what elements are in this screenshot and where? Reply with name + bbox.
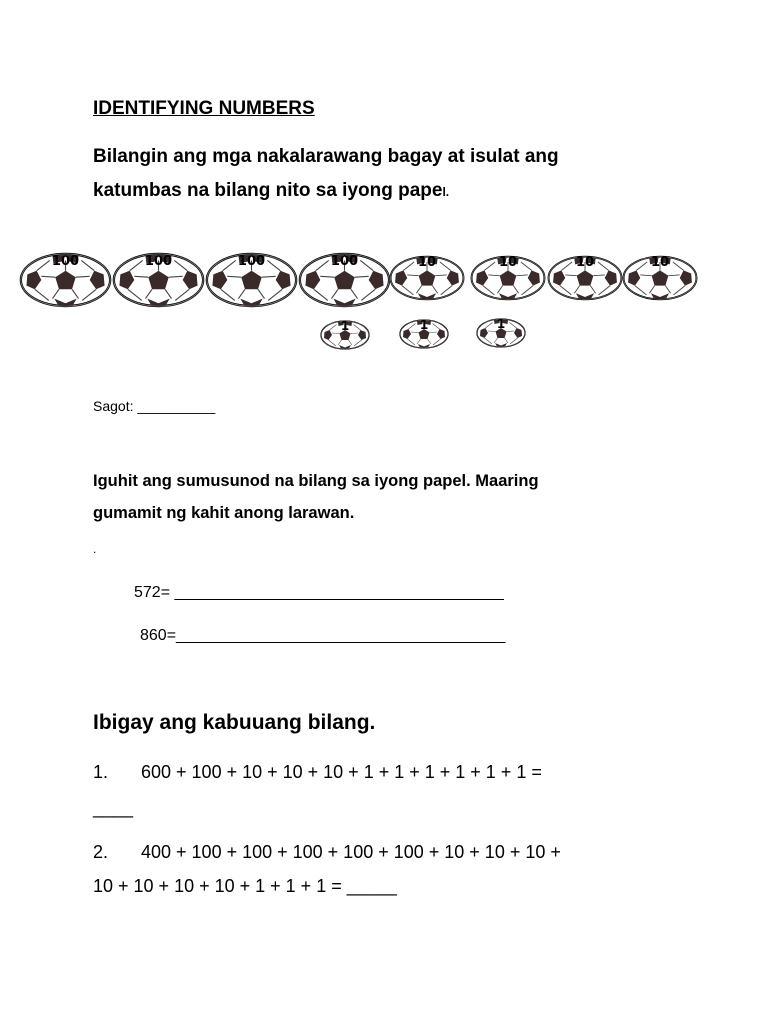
soccer-ball-1 xyxy=(399,317,449,351)
soccer-ball-10 xyxy=(470,252,546,304)
stray-dot: . xyxy=(93,542,97,556)
question-1-expression: 600 + 100 + 10 + 10 + 10 + 1 + 1 + 1 + 1 + 1 + 1 = xyxy=(141,762,542,782)
soccer-ball-1 xyxy=(476,316,526,350)
draw-item-860: 860=_____________________________________ xyxy=(140,627,506,644)
question-2-number: 2. xyxy=(93,842,109,862)
instruction-1-line-2-main: katumbas na bilang nito sa iyong pape xyxy=(93,180,443,201)
ball-value: 10 xyxy=(650,255,670,270)
instruction-1-line-2 xyxy=(93,180,449,202)
ball-value: 100 xyxy=(144,254,173,269)
soccer-ball-10 xyxy=(389,252,465,304)
ball-value: 100 xyxy=(237,254,266,269)
draw-item-572: 572= _____________________________________ xyxy=(134,584,504,601)
soccer-ball-1 xyxy=(320,318,370,352)
question-2-expression-line-2: 10 + 10 + 10 + 10 + 1 + 1 + 1 = _____ xyxy=(93,876,397,896)
ball-value: 10 xyxy=(417,255,437,270)
ball-value: 1 xyxy=(496,317,506,331)
instruction-1-line-1: Bilangin ang mga nakalarawang bagay at isulat ang xyxy=(93,146,559,167)
section-title: Ibigay ang kabuuang bilang. xyxy=(93,711,376,734)
instruction-1-line-2-tail: l. xyxy=(442,185,450,199)
worksheet-title: IDENTIFYING NUMBERS xyxy=(93,98,315,119)
soccer-ball-100 xyxy=(112,250,205,310)
soccer-ball-100 xyxy=(298,250,391,310)
ball-value: 100 xyxy=(330,254,359,269)
ball-value: 10 xyxy=(575,255,595,270)
soccer-ball-100 xyxy=(19,250,112,310)
ball-value: 100 xyxy=(51,254,80,269)
soccer-ball-100 xyxy=(205,250,298,310)
instruction-2-line-1: Iguhit ang sumusunod na bilang sa iyong papel. Maaring xyxy=(93,472,539,490)
ball-value: 10 xyxy=(498,255,518,270)
soccer-ball-10 xyxy=(622,252,698,304)
question-1-number: 1. xyxy=(93,762,109,782)
question-1-blank: ____ xyxy=(93,798,134,818)
answer-label: Sagot: __________ xyxy=(93,398,216,414)
instruction-2-line-2: gumamit ng kahit anong larawan. xyxy=(93,504,355,522)
ball-value: 1 xyxy=(419,318,429,332)
ball-value: 1 xyxy=(340,319,350,333)
soccer-ball-10 xyxy=(547,252,623,304)
question-2-expression-line-1: 400 + 100 + 100 + 100 + 100 + 100 + 10 + 10 + 10 + xyxy=(141,842,561,862)
